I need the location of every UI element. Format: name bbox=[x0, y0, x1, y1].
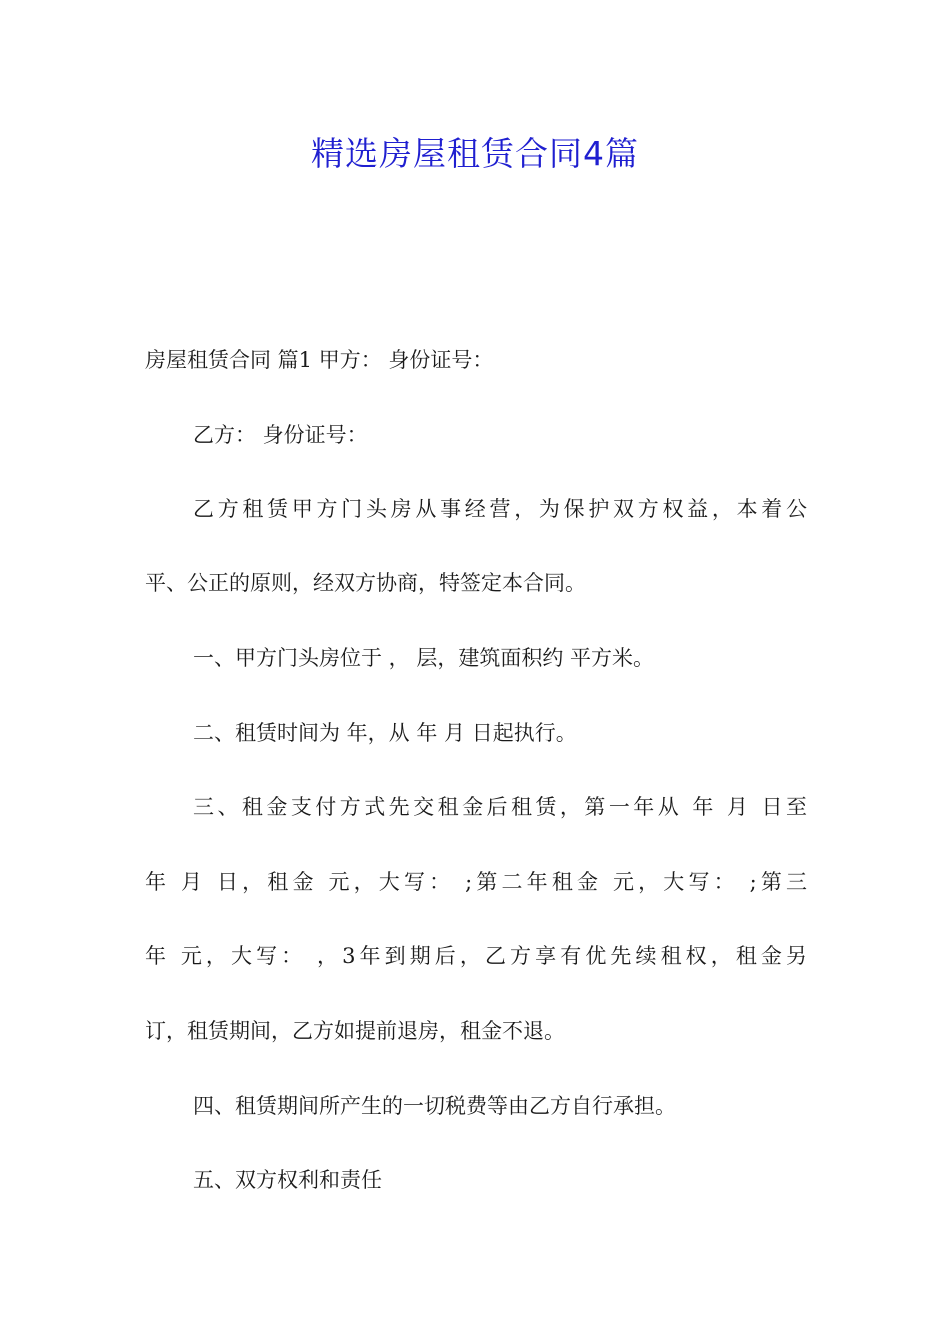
clause-1-line: 一、甲方门头房位于 ， 层，建筑面积约 平方米。 bbox=[193, 646, 655, 670]
clause-3-line: 订，租赁期间，乙方如提前退房，租金不退。 bbox=[145, 1019, 565, 1043]
clause-4-line: 四、租赁期间所产生的一切税费等由乙方自行承担。 bbox=[193, 1094, 676, 1118]
contract-heading-line: 房屋租赁合同 篇1 甲方： 身份证号： bbox=[145, 348, 494, 372]
clause-2-line: 二、租赁时间为 年，从 年 月 日起执行。 bbox=[193, 721, 577, 745]
clause-5-heading: 五、双方权利和责任 bbox=[193, 1168, 382, 1192]
clause-3-line: 年 元，大写： ，3年到期后，乙方享有优先续租权，租金另 bbox=[145, 944, 807, 968]
party-b-line: 乙方： 身份证号： bbox=[193, 423, 368, 447]
paragraph-line: 乙方租赁甲方门头房从事经营，为保护双方权益，本着公 bbox=[193, 497, 807, 521]
paragraph-line: 平、公正的原则，经双方协商，特签定本合同。 bbox=[145, 571, 586, 595]
clause-3-line: 年 月 日，租金 元，大写： ;第二年租金 元，大写： ;第三 bbox=[145, 870, 807, 894]
clause-3-line: 三、租金支付方式先交租金后租赁，第一年从 年 月 日至 bbox=[193, 795, 807, 819]
document-title: 精选房屋租赁合同4篇 bbox=[311, 134, 639, 173]
